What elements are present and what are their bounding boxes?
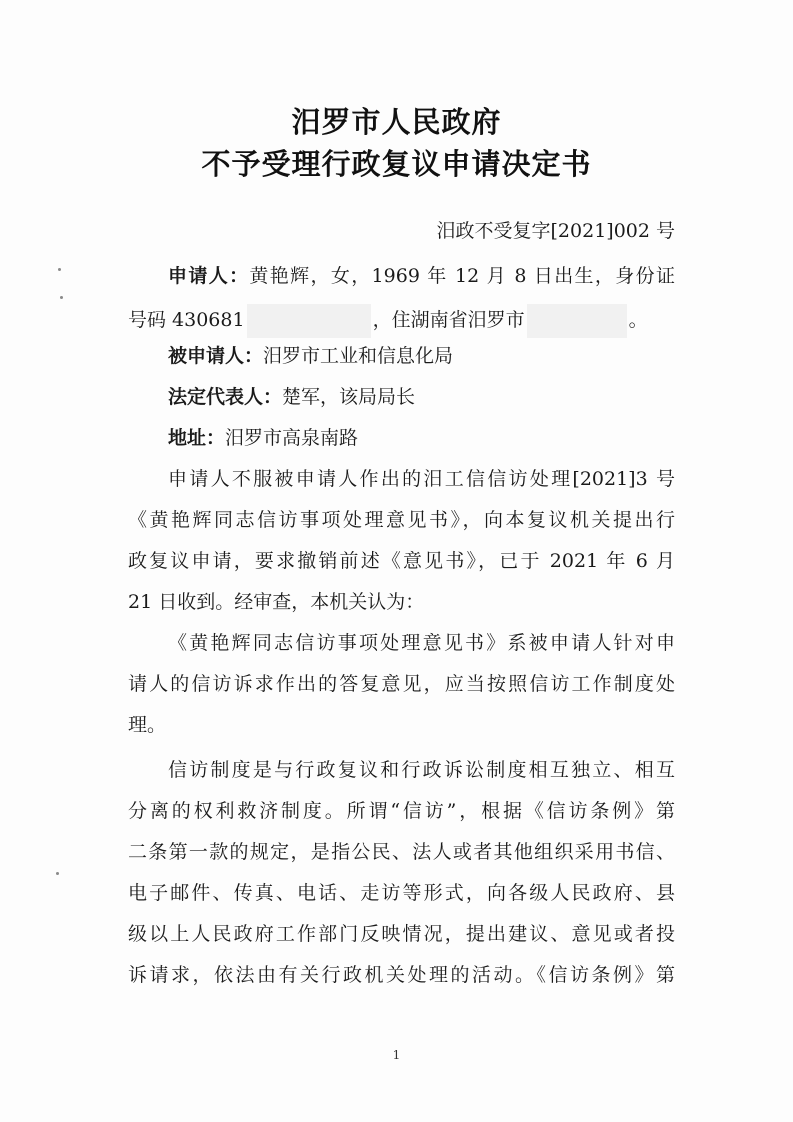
legal-rep-value: 楚军，该局局长 xyxy=(282,386,416,408)
address-line xyxy=(168,426,358,450)
paragraph-1-line: 21 日收到。经审查，本机关认为： xyxy=(128,591,425,613)
applicant-address-text: ，住湖南省汨罗市 xyxy=(372,309,525,331)
applicant-text: 黄艳辉，女，1969 年 12 月 8 日出生，身份证 xyxy=(249,265,675,287)
document-number: 汨政不受复字[2021]002 号 xyxy=(436,220,675,242)
paragraph-3-line: 诉请求，依法由有关行政机关处理的活动。《信访条例》第 xyxy=(128,964,675,986)
scan-speck xyxy=(56,872,59,875)
paragraph-1-line: 申请人不服被申请人作出的汨工信信访处理[2021]3 号 xyxy=(168,468,675,490)
scan-speck xyxy=(60,296,63,299)
respondent-value: 汨罗市工业和信息化局 xyxy=(263,345,454,367)
paragraph-3-line: 二条第一款的规定，是指公民、法人或者其他组织采用书信、 xyxy=(128,841,675,863)
legal-rep-line xyxy=(168,385,415,409)
paragraph-2-line: 理。 xyxy=(128,714,167,736)
paragraph-2-line: 《黄艳辉同志信访事项处理意见书》系被申请人针对申 xyxy=(168,632,675,654)
paragraph-3-line: 分离的权利救济制度。所谓“信访”，根据《信访条例》第 xyxy=(128,800,675,822)
applicant-label: 申请人： xyxy=(168,265,250,287)
redacted-id-number xyxy=(247,304,371,338)
paragraph-1-line: 政复议申请，要求撤销前述《意见书》，已于 2021 年 6 月 xyxy=(128,550,675,572)
issuer-title: 汨罗市人民政府 xyxy=(291,105,502,139)
applicant-line xyxy=(168,264,675,288)
respondent-label: 被申请人： xyxy=(168,345,264,367)
paragraph-2-line: 请人的信访诉求作出的答复意见，应当按照信访工作制度处 xyxy=(128,673,675,695)
applicant-id-line xyxy=(128,304,648,338)
address-label: 地址： xyxy=(168,427,226,449)
paragraph-3-line: 级以上人民政府工作部门反映情况，提出建议、意见或者投 xyxy=(128,923,675,945)
redacted-address xyxy=(527,304,627,338)
page-number: 1 xyxy=(392,1048,401,1062)
paragraph-3-line: 电子邮件、传真、电话、走访等形式，向各级人民政府、县 xyxy=(128,882,675,904)
legal-rep-label: 法定代表人： xyxy=(168,386,283,408)
paragraph-3-line: 信访制度是与行政复议和行政诉讼制度相互独立、相互 xyxy=(168,759,675,781)
applicant-line-end: 。 xyxy=(628,309,648,331)
applicant-id-prefix: 号码 430681 xyxy=(128,309,245,331)
respondent-line xyxy=(168,344,453,368)
paragraph-1-line: 《黄艳辉同志信访事项处理意见书》，向本复议机关提出行 xyxy=(128,509,675,531)
scan-speck xyxy=(58,268,61,271)
address-value: 汨罗市高泉南路 xyxy=(225,427,359,449)
document-title: 不予受理行政复议申请决定书 xyxy=(201,147,592,181)
